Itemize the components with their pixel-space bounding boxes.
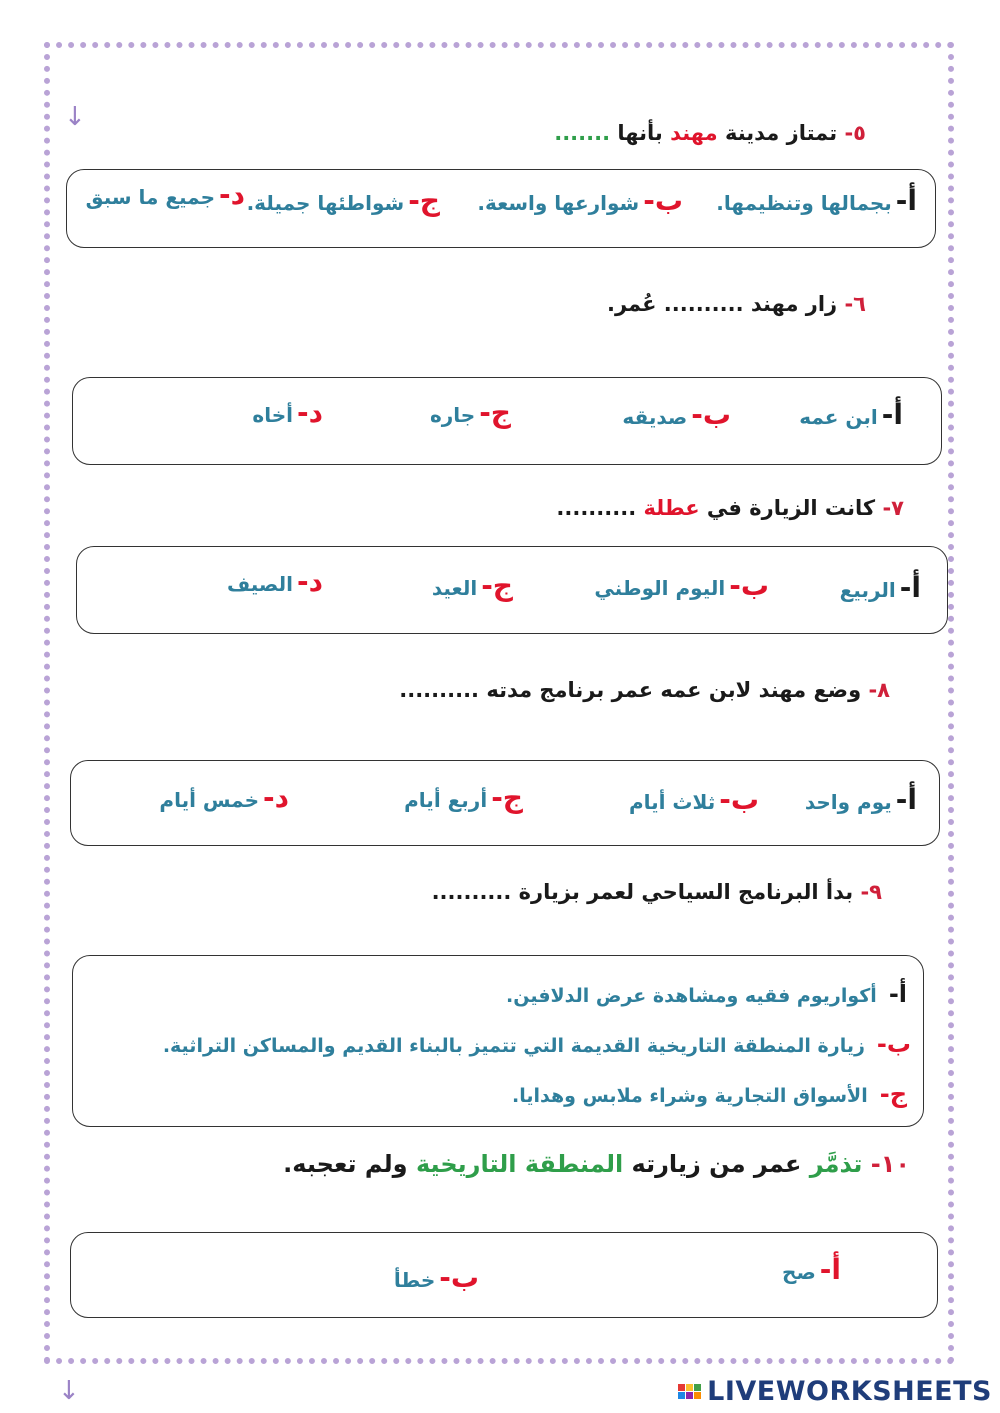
logo-square (694, 1392, 701, 1399)
option-text: شوارعها واسعة. (477, 191, 640, 215)
option-d[interactable] (86, 178, 245, 211)
option-text: خمس أيام (159, 788, 259, 812)
option-letter: د- (219, 178, 245, 211)
option-b[interactable] (622, 398, 731, 431)
question-7 (556, 496, 904, 520)
question-6 (607, 292, 866, 316)
question-text: بأنها (610, 121, 671, 145)
answer-box-6 (72, 377, 942, 465)
question-number: ٩- (860, 880, 882, 904)
option-text: أربع أيام (404, 788, 488, 812)
option-false[interactable] (394, 1261, 479, 1294)
question-number: ٦- (844, 292, 866, 316)
logo-square (686, 1392, 693, 1399)
blank-dots: ....... (554, 121, 611, 145)
option-d[interactable] (159, 781, 289, 814)
option-text: ثلاث أيام (628, 790, 716, 814)
option-b[interactable] (477, 184, 683, 217)
question-number: ٥- (844, 121, 866, 145)
question-text: ولم تعجبه. (283, 1150, 416, 1178)
option-letter: ج- (481, 569, 513, 602)
option-letter: ج- (408, 184, 440, 217)
option-letter: ج- (491, 781, 523, 814)
option-text: زيارة المنطقة التاريخية القديمة التي تتميز بالبناء القديم والمساكن التراثية. (162, 1035, 865, 1057)
option-letter: أ- (899, 571, 921, 604)
option-letter: ب- (691, 398, 731, 431)
option-b[interactable] (629, 783, 759, 816)
option-letter: ب- (439, 1261, 479, 1294)
highlight-word: تذمَّر (809, 1150, 863, 1178)
option-letter: ج- (479, 396, 511, 429)
answer-box-10 (70, 1232, 938, 1318)
highlight-word: عطلة (643, 496, 700, 520)
option-text: بجمالها وتنظيمها. (716, 191, 892, 215)
option-d[interactable] (252, 396, 323, 429)
option-text: خطأ (393, 1268, 436, 1292)
logo-square (686, 1384, 693, 1391)
option-d[interactable] (227, 565, 323, 598)
option-c[interactable] (404, 781, 523, 814)
question-8 (399, 678, 890, 702)
option-text: جميع ما سبق (85, 185, 215, 209)
logo-square (678, 1384, 685, 1391)
option-a[interactable] (805, 783, 917, 816)
option-b[interactable] (163, 1030, 911, 1058)
option-text: يوم واحد (804, 790, 892, 814)
question-number: ٧- (882, 496, 904, 520)
question-text: زار مهند .......... عُمر. (607, 292, 838, 316)
question-text: عمر من زيارته (623, 1150, 810, 1178)
option-a[interactable] (799, 398, 903, 431)
question-10 (283, 1150, 910, 1178)
logo-icon (678, 1384, 701, 1399)
option-a[interactable] (716, 184, 917, 217)
option-letter: ب- (643, 184, 683, 217)
liveworksheets-logo (678, 1376, 992, 1407)
option-letter: ب- (729, 569, 769, 602)
option-text: العيد (431, 576, 478, 600)
logo-square (678, 1392, 685, 1399)
option-c[interactable] (430, 396, 511, 429)
answer-box-9 (72, 955, 924, 1127)
option-text: الصيف (226, 572, 293, 596)
question-text: تمتاز مدينة (717, 121, 838, 145)
question-5 (554, 121, 866, 145)
option-letter: ج- (879, 1080, 907, 1108)
option-text: شواطئها جميلة. (246, 191, 405, 215)
option-true[interactable] (782, 1253, 841, 1286)
question-text: وضع مهند لابن عمه عمر برنامج مدته .......... (399, 678, 862, 702)
option-b[interactable] (594, 569, 769, 602)
arrow-down-icon: ↓ (58, 1376, 80, 1406)
option-text: ابن عمه (799, 405, 878, 429)
answer-box-8 (70, 760, 940, 846)
option-text: أكواريوم فقيه ومشاهدة عرض الدلافين. (506, 985, 877, 1007)
option-letter: ب- (719, 783, 759, 816)
question-9 (432, 880, 882, 904)
option-letter: أ- (888, 980, 907, 1008)
option-letter: أ- (895, 184, 917, 217)
option-letter: أ- (881, 398, 903, 431)
option-text: اليوم الوطني (594, 576, 726, 600)
logo-text: LIVEWORKSHEETS (707, 1376, 992, 1407)
option-text: الأسواق التجارية وشراء ملابس وهدايا. (512, 1085, 868, 1107)
option-text: صح (782, 1260, 816, 1284)
option-text: أخاه (252, 403, 293, 427)
highlight-phrase: المنطقة التاريخية (415, 1150, 624, 1178)
option-letter: أ- (819, 1253, 841, 1286)
option-c[interactable] (247, 184, 440, 217)
option-c[interactable] (512, 1080, 907, 1108)
option-a[interactable] (840, 571, 921, 604)
blank-dots: .......... (556, 496, 644, 520)
question-number: ٨- (868, 678, 890, 702)
arrow-down-icon: ↓ (64, 102, 86, 132)
option-letter: أ- (895, 783, 917, 816)
option-text: الربيع (839, 578, 896, 602)
answer-box-5 (66, 169, 936, 248)
answer-box-7 (76, 546, 948, 634)
option-a[interactable] (506, 980, 907, 1008)
option-letter: ب- (876, 1030, 911, 1058)
question-number: ١٠- (870, 1150, 910, 1178)
option-letter: د- (263, 781, 289, 814)
option-letter: د- (297, 565, 323, 598)
question-text: بدأ البرنامج السياحي لعمر بزيارة .......... (431, 880, 854, 904)
option-text: صديقه (622, 405, 688, 429)
highlight-word: مهند (670, 121, 718, 145)
option-letter: د- (297, 396, 323, 429)
option-text: جاره (429, 403, 476, 427)
option-c[interactable] (432, 569, 513, 602)
question-text: كانت الزيارة في (699, 496, 876, 520)
logo-square (694, 1384, 701, 1391)
